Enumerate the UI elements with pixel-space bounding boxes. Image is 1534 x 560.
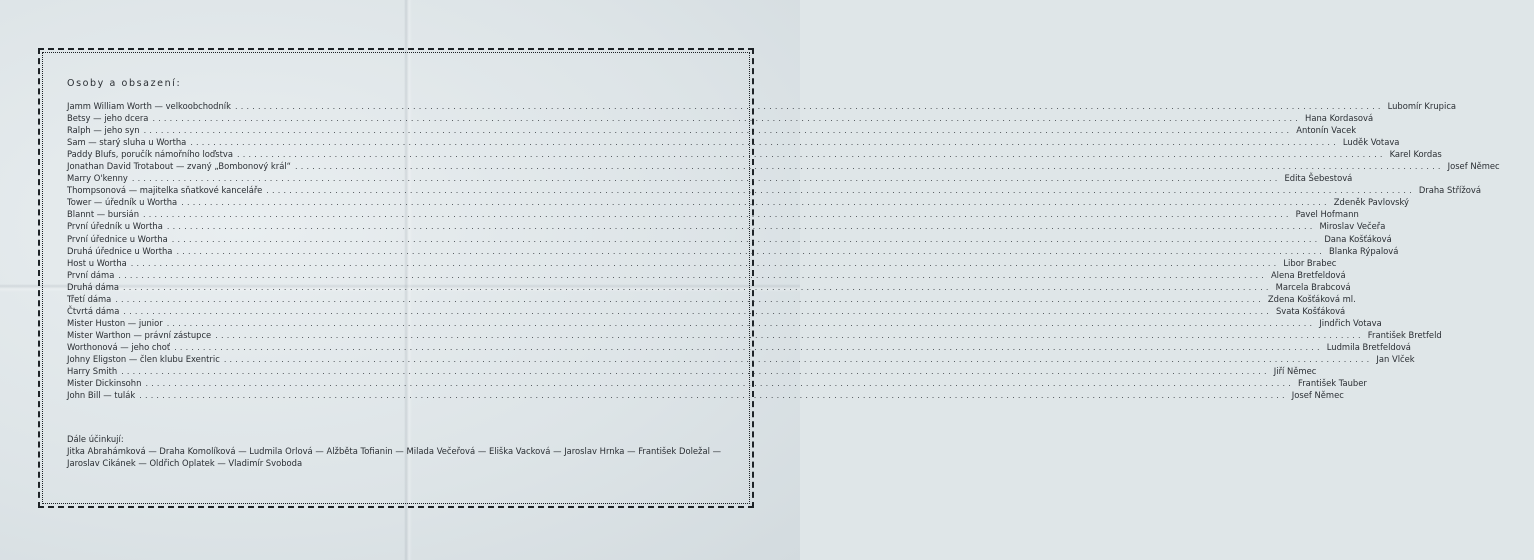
cast-row [67,148,1442,160]
cast-row [67,172,1353,184]
dot-leader: ........................................................................................................................................................................................................ [118,270,1267,280]
role-name: Johny Eligston — člen klubu Exentric [67,353,220,364]
cast-row [67,136,1400,148]
cast-row [67,160,1500,172]
cast-row [67,377,1367,389]
cast-row [67,365,1317,377]
cast-row [67,317,1382,329]
cast-row [67,233,1392,245]
role-name: Ralph — jeho syn [67,125,140,136]
actor-name: Edita Šebestová [1284,173,1353,184]
cast-row [67,389,1344,401]
cast-row [67,293,1356,305]
actor-name: Josef Němec [1447,161,1500,172]
actor-name: Alena Bretfeldová [1270,269,1346,280]
dot-leader: ........................................................................................................................................................................................................ [215,330,1364,340]
dot-leader: ........................................................................................................................................................................................................ [223,354,1373,364]
role-name: Marry O'kenny [67,173,128,184]
cast-row [67,305,1346,317]
role-name: Mister Dickinsohn [67,378,142,389]
cast-list [67,100,1500,401]
actor-name: Libor Brabec [1283,257,1337,268]
actor-name: Blanka Rýpalová [1329,245,1399,256]
dot-leader: ........................................................................................................................................................................................................ [121,367,1270,377]
dot-leader: ........................................................................................................................................................................................................ [115,294,1264,304]
role-name: Jamm William Worth — velkoobchodník [67,101,231,111]
dot-leader: ........................................................................................................................................................................................................ [143,126,1293,136]
dot-leader: ........................................................................................................................................................................................................ [131,174,1281,184]
actor-name: Dana Košťáková [1324,233,1392,244]
dot-leader: ........................................................................................................................................................................................................ [123,282,1272,292]
dot-leader: ........................................................................................................................................................................................................ [295,162,1444,172]
cast-row [67,341,1411,353]
role-name: Host u Wortha [67,257,127,268]
dot-leader: ........................................................................................................................................................................................................ [190,138,1339,148]
role-name: První úředník u Wortha [67,221,163,232]
actor-name: Karel Kordas [1389,149,1442,160]
cast-row [67,220,1386,232]
dot-leader: ........................................................................................................................................................................................................ [174,342,1323,352]
cast-row [67,257,1337,269]
cast-row [67,269,1346,281]
cast-row [67,281,1351,293]
role-name: Mister Warthon — právní zástupce [67,329,212,340]
cast-heading: Osoby a obsazení: [67,78,182,89]
cast-row [67,184,1481,196]
dot-leader: ........................................................................................................................................................................................................ [176,246,1326,256]
actor-name: Svata Košťáková [1275,305,1346,316]
dot-leader: ........................................................................................................................................................................................................ [166,318,1316,328]
actor-name: Marcela Brabcová [1275,281,1351,292]
actor-name: Jan Vlček [1376,353,1415,364]
dot-leader: ........................................................................................................................................................................................................ [130,258,1280,268]
also-performing-names: Jitka Abrahámková — Draha Komolíková — Ludmila Orlová — Alžběta Tofianin — Milada Večeřová — Eliška Vacková — Jaroslav Hrnka — František Doležal — Jaroslav Cikánek — Oldřich Oplatek — Vladimír Svoboda [67,446,721,468]
role-name: Thompsonová — majitelka sňatkové kanceláře [67,185,263,196]
role-name: Sam — starý sluha u Wortha [67,137,187,148]
role-name: První úřednice u Wortha [67,233,168,244]
cast-row [67,112,1374,124]
cast-row [67,329,1442,341]
cast-row [67,245,1399,257]
role-name: Worthonová — jeho choť [67,341,171,352]
actor-name: František Bretfeld [1367,329,1442,340]
actor-name: Jindřich Votava [1319,317,1382,328]
role-name: Mister Huston — junior [67,317,163,328]
role-name: Blannt — bursián [67,209,140,220]
role-name: Druhá úřednice u Wortha [67,245,173,256]
dot-leader: ........................................................................................................................................................................................................ [145,379,1295,389]
actor-name: Luděk Votava [1342,137,1400,148]
actor-name: Zdena Košťáková ml. [1267,293,1356,304]
actor-name: Jiří Němec [1273,366,1317,377]
dot-leader: ........................................................................................................................................................................................................ [266,186,1415,196]
role-name: Čtvrtá dáma [67,305,120,316]
actor-name: Pavel Hofmann [1295,209,1359,220]
role-name: Třetí dáma [67,293,112,304]
dot-leader: ........................................................................................................................................................................................................ [123,306,1272,316]
dot-leader: ........................................................................................................................................................................................................ [234,102,1384,111]
actor-name: Draha Střížová [1418,185,1481,196]
role-name: Druhá dáma [67,281,120,292]
dot-leader: ........................................................................................................................................................................................................ [143,210,1292,220]
role-name: Betsy — jeho dcera [67,113,149,124]
dot-leader: ........................................................................................................................................................................................................ [236,150,1386,160]
cast-row [67,208,1359,220]
also-performing-label: Dále účinkují: [67,434,124,444]
dot-leader: ........................................................................................................................................................................................................ [139,391,1288,401]
actor-name: Zdeněk Pavlovský [1333,197,1410,208]
dot-leader: ........................................................................................................................................................................................................ [171,234,1321,244]
dot-leader: ........................................................................................................................................................................................................ [166,222,1316,232]
actor-name: Hana Kordasová [1305,113,1374,124]
actor-name: Miroslav Večeřa [1319,221,1386,232]
role-name: Paddy Blufs, poručík námořního loďstva [67,149,233,160]
role-name: Harry Smith [67,366,118,377]
role-name: Tower — úředník u Wortha [67,197,178,208]
dot-leader: ........................................................................................................................................................................................................ [181,198,1330,208]
actor-name: Lubomír Krupica [1387,101,1457,111]
cast-row [67,353,1415,365]
role-name: John Bill — tulák [67,390,136,401]
cast-row [67,124,1357,136]
role-name: Jonathan David Trotabout — zvaný „Bombonový král“ [67,161,291,172]
role-name: První dáma [67,269,115,280]
actor-name: Ludmila Bretfeldová [1326,341,1411,352]
actor-name: František Tauber [1298,378,1367,389]
cast-row [67,100,1457,112]
actor-name: Antonín Vacek [1296,125,1357,136]
actor-name: Josef Němec [1291,390,1344,401]
dot-leader: ........................................................................................................................................................................................................ [152,114,1302,124]
cast-row [67,196,1410,208]
